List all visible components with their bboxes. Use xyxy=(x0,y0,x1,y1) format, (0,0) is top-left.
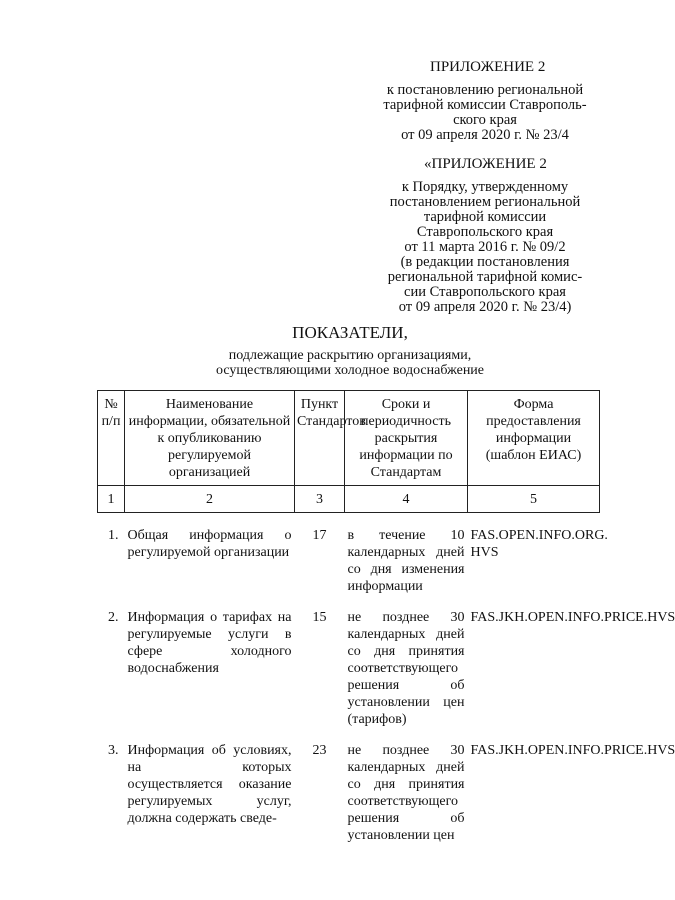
resolution-reference xyxy=(375,83,595,143)
document-title: ПОКАЗАТЕЛИ, xyxy=(292,323,408,342)
header-cell-name: Наименование информации, обязательной к опубликованию регулируемой организацией xyxy=(125,391,295,486)
row-term: не позднее 30 календарных дней со дня принятия соответствующего решения об установлении цен xyxy=(347,743,465,843)
order-line: от 11 марта 2016 г. № 09/2 xyxy=(404,239,566,255)
order-line: сии Ставропольского края xyxy=(404,284,566,300)
order-line: постановлением региональной xyxy=(389,194,581,210)
row-form: FAS.JKH.OPEN.INFO.PRICE.HVS xyxy=(470,743,675,758)
order-line: региональной тарифной комис- xyxy=(387,269,583,285)
header-cell-number: № п/п xyxy=(98,391,125,486)
column-number: 4 xyxy=(345,486,468,513)
row-point: 17 xyxy=(312,528,327,543)
row-form: FAS.JKH.OPEN.INFO.PRICE.HVS xyxy=(470,610,675,625)
row-term: не позднее 30 календарных дней со дня принятия соответствующего решения об установлении цен (тарифов) xyxy=(347,610,465,727)
table-header-row xyxy=(98,391,600,486)
resolution-line: тарифной комиссии Ставрополь- xyxy=(383,97,587,113)
column-number: 1 xyxy=(98,486,125,513)
column-number-row xyxy=(98,486,600,513)
document-subtitle xyxy=(180,348,520,378)
row-number: 2. xyxy=(108,610,119,625)
appendix-title-2: «ПРИЛОЖЕНИЕ 2 xyxy=(424,156,547,172)
resolution-line: ского края xyxy=(453,112,517,128)
indicators-table xyxy=(97,390,675,844)
row-name: Общая информация о регулируемой организации xyxy=(127,528,292,560)
header-cell-point: Пункт Стандартов xyxy=(295,391,345,486)
order-line: от 09 апреля 2020 г. № 23/4) xyxy=(398,299,572,315)
column-number: 2 xyxy=(125,486,295,513)
column-number: 5 xyxy=(468,486,600,513)
order-line: тарифной комиссии xyxy=(423,209,547,225)
row-number: 3. xyxy=(108,743,119,758)
order-line: к Порядку, утвержденному xyxy=(401,179,569,195)
header-cell-form: Форма предоставления информации (шаблон ЕИАС) xyxy=(468,391,600,486)
row-name: Информация об условиях, на которых осуществляется оказание регулируемых услуг, должна содержать сведе- xyxy=(127,743,292,826)
subtitle-line: подлежащие раскрытию организациями, xyxy=(228,348,472,363)
order-line: (в редакции постановления xyxy=(400,254,570,270)
table-row xyxy=(98,513,600,596)
resolution-line: от 09 апреля 2020 г. № 23/4 xyxy=(401,127,569,143)
row-point: 23 xyxy=(312,743,327,758)
appendix-title: ПРИЛОЖЕНИЕ 2 xyxy=(430,59,546,75)
subtitle-line: осуществляющими холодное водоснабжение xyxy=(215,363,485,378)
order-line: Ставропольского края xyxy=(416,224,554,240)
row-term: в течение 10 календарных дней со дня изменения информации xyxy=(347,528,465,594)
column-number: 3 xyxy=(295,486,345,513)
table-row xyxy=(98,595,600,728)
row-point: 15 xyxy=(312,610,327,625)
row-form: FAS.OPEN.INFO.ORG. HVS xyxy=(470,528,608,560)
resolution-line: к постановлению региональной xyxy=(386,82,584,98)
order-reference xyxy=(375,180,595,315)
table-row xyxy=(98,728,600,844)
row-name: Информация о тарифах на регулируемые услуги в сфере холодного водоснабжения xyxy=(127,610,292,676)
header-cell-term: Сроки и периодичность раскрытия информации по Стандартам xyxy=(345,391,468,486)
row-number: 1. xyxy=(108,528,119,543)
